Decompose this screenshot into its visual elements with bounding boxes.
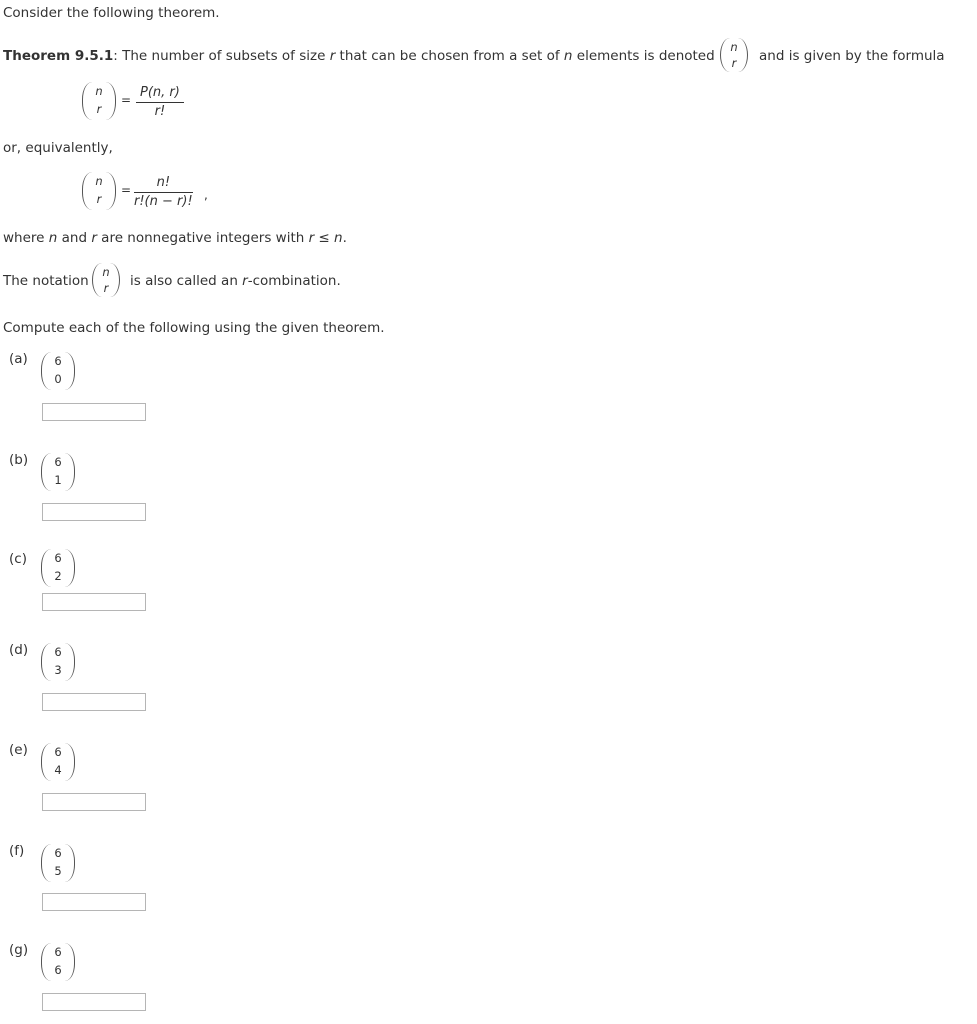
formula1-binomial: n r [82, 80, 116, 124]
where-text: where n and r are nonnegative integers with r ≤ n. [3, 230, 347, 246]
answer-input-f[interactable] [42, 893, 146, 911]
formula1-equals: = [121, 93, 132, 107]
binomial-c: 6 2 [41, 547, 75, 591]
answer-input-e[interactable] [42, 793, 146, 811]
formula2-equals: = [121, 183, 132, 197]
notation-after: is also called an r-combination. [130, 273, 341, 289]
theorem-statement: Theorem 9.5.1: The number of subsets of size r that can be chosen from a set of n elements is denoted [3, 48, 715, 64]
binomial-b: 6 1 [41, 451, 75, 495]
answer-input-g[interactable] [42, 993, 146, 1011]
formula2-comma: , [204, 188, 208, 202]
binomial-a: 6 0 [41, 350, 75, 394]
notation-before: The notation [3, 273, 89, 289]
binomial-g: 6 6 [41, 941, 75, 985]
answer-input-a[interactable] [42, 403, 146, 421]
answer-input-b[interactable] [42, 503, 146, 521]
equivalently-text: or, equivalently, [3, 140, 113, 156]
answer-input-c[interactable] [42, 593, 146, 611]
intro-text: Consider the following theorem. [3, 5, 220, 21]
instruction-text: Compute each of the following using the given theorem. [3, 320, 385, 336]
formula1-fraction: P(n, r) r! [136, 85, 184, 119]
answer-input-d[interactable] [42, 693, 146, 711]
formula2-binomial: n r [82, 170, 116, 214]
binomial-e: 6 4 [41, 741, 75, 785]
binomial-inline-theorem: n r [720, 36, 748, 76]
theorem-end-text: and is given by the formula [759, 48, 945, 64]
binomial-f: 6 5 [41, 842, 75, 886]
binomial-d: 6 3 [41, 641, 75, 685]
formula2-fraction: n! r!(n − r)! [134, 175, 193, 209]
theorem-label: Theorem 9.5.1 [3, 48, 114, 64]
binomial-inline-notation: n r [92, 261, 120, 301]
